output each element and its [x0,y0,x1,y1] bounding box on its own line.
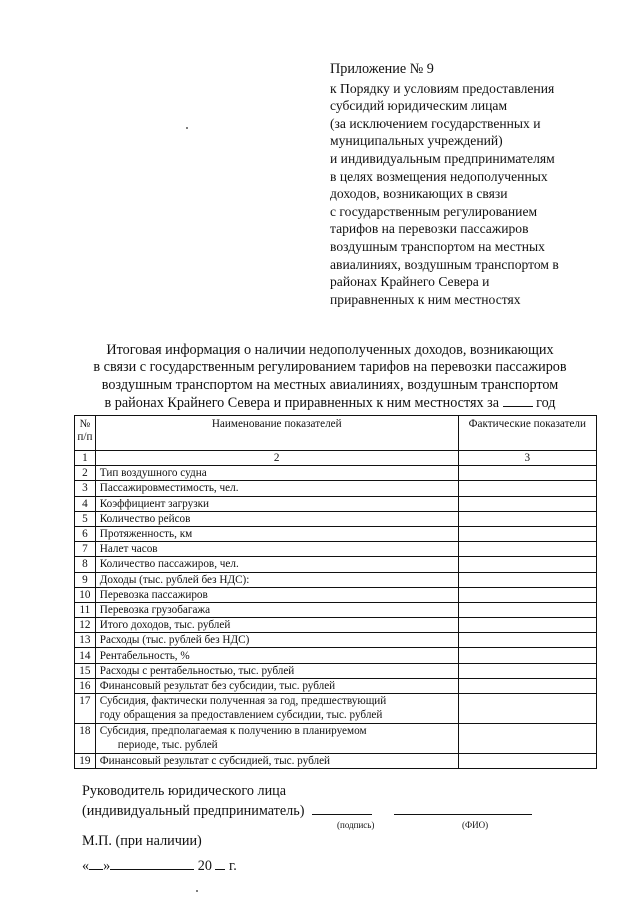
row-name: Протяженность, км [95,526,458,541]
appendix-line: авиалиниях, воздушным транспортом в [330,256,559,272]
title-line: воздушным транспортом на местных авиалиниях, воздушным транспортом [101,376,559,393]
signature-caption: (подпись) [337,820,375,830]
table-row [75,618,597,633]
row-num: 2 [75,466,96,481]
date-year-prefix: 20 [197,858,212,874]
title-last-suffix: год [536,395,556,412]
row-num: 16 [75,678,96,693]
appendix-line: районах Крайнего Севера и [330,274,490,290]
table-row [75,587,597,602]
row-num: 13 [75,633,96,648]
year-blank-field[interactable] [503,394,533,407]
col-number: 3 [458,451,596,466]
appendix-line: к Порядку и условиям предоставления [330,80,555,96]
appendix-line: и индивидуальным предпринимателям [330,150,555,166]
row-name: Финансовый результат без субсидии, тыс. рублей [95,678,458,693]
date-open-quote: « [82,858,90,874]
row-value-cell[interactable] [458,572,596,587]
row-name: Пассажировместимость, чел. [95,481,458,496]
table-row [75,557,597,572]
appendix-block [330,61,620,308]
appendix-line: приравненных к ним местностях [330,291,521,307]
row-name [95,694,458,724]
table-row [75,754,597,769]
row-name [95,724,458,754]
row-name: Доходы (тыс. рублей без НДС): [95,572,458,587]
row-num: 19 [75,754,96,769]
row-value-cell[interactable] [458,633,596,648]
month-field[interactable] [110,856,194,870]
appendix-line: воздушным транспортом на местных [330,238,545,254]
table-row [75,481,597,496]
title-last-prefix: в районах Крайнего Севера и приравненных к ним местностях за [104,395,500,412]
appendix-line: с государственным регулированием [330,203,538,219]
row-name: Итого доходов, тыс. рублей [95,618,458,633]
table-row [75,572,597,587]
row-value-cell[interactable] [458,648,596,663]
row-value-cell[interactable] [458,663,596,678]
row-value-cell[interactable] [458,481,596,496]
row-name: Расходы (тыс. рублей без НДС) [95,633,458,648]
table-row [75,648,597,663]
table-row [75,694,597,724]
day-field[interactable] [89,856,103,870]
table-row [75,663,597,678]
table-row [75,466,597,481]
row-name: Расходы с рентабельностью, тыс. рублей [95,663,458,678]
appendix-line: муниципальных учреждений) [330,133,503,149]
row-name: Рентабельность, % [95,648,458,663]
scan-speck [196,890,198,892]
fio-field[interactable] [394,801,532,815]
table-row [75,496,597,511]
row-name-line: Субсидия, предполагаемая к получению в планируемом [99,725,367,737]
header-value: Фактические показатели [458,416,596,451]
row-num: 6 [75,526,96,541]
row-value-cell[interactable] [458,496,596,511]
appendix-line: тарифов на перевозки пассажиров [330,221,529,237]
row-num: 9 [75,572,96,587]
table-row [75,526,597,541]
row-name: Перевозка грузобагажа [95,602,458,617]
row-value-cell[interactable] [458,618,596,633]
col-number: 2 [95,451,458,466]
row-name: Количество рейсов [95,511,458,526]
signature-field[interactable] [312,801,372,815]
signature-line-2 [82,801,532,820]
row-num: 12 [75,618,96,633]
row-name-line: периоде, тыс. рублей [117,739,218,751]
row-value-cell[interactable] [458,526,596,541]
signature-role: (индивидуальный предприниматель) [82,803,305,819]
row-value-cell[interactable] [458,754,596,769]
date-suffix: г. [229,858,237,874]
row-value-cell[interactable] [458,511,596,526]
appendix-line: в целях возмещения недополученных [330,168,548,184]
row-name: Финансовый результат с субсидией, тыс. рублей [95,754,458,769]
date-line [82,856,237,875]
row-value-cell[interactable] [458,557,596,572]
row-value-cell[interactable] [458,587,596,602]
row-value-cell[interactable] [458,542,596,557]
table-row [75,633,597,648]
row-value-cell[interactable] [458,678,596,693]
signature-line-1: Руководитель юридического лица [82,783,287,799]
title-line: в связи с государственным регулированием тарифов на перевозки пассажиров [93,359,567,376]
row-num: 15 [75,663,96,678]
col-number: 1 [75,451,96,466]
row-name: Налет часов [95,542,458,557]
table-row [75,724,597,754]
table-row [75,542,597,557]
year-field[interactable] [215,856,225,870]
table-row [75,678,597,693]
row-value-cell[interactable] [458,466,596,481]
scan-speck [186,127,188,129]
row-num: 4 [75,496,96,511]
row-num: 10 [75,587,96,602]
row-value-cell[interactable] [458,694,596,724]
row-num: 14 [75,648,96,663]
row-num: 3 [75,481,96,496]
appendix-line: субсидий юридическим лицам [330,98,508,114]
date-close-quote: » [103,858,111,874]
row-num: 5 [75,511,96,526]
fio-caption: (ФИО) [462,820,489,830]
row-name: Тип воздушного судна [95,466,458,481]
document-title [70,342,590,413]
stamp-label: М.П. (при наличии) [82,833,202,849]
row-value-cell[interactable] [458,724,596,754]
table-row [75,511,597,526]
row-num: 18 [75,724,96,754]
row-name: Количество пассажиров, чел. [95,557,458,572]
row-name-line: году обращения за предоставлением субсидии, тыс. рублей [99,709,383,721]
header-num: № п/п [75,416,96,451]
row-num: 8 [75,557,96,572]
title-line: Итоговая информация о наличии недополученных доходов, возникающих [106,342,554,358]
table-header-row [75,416,597,451]
appendix-line: (за исключением государственных и [330,115,541,131]
appendix-line: доходов, возникающих в связи [330,186,508,202]
column-number-row [75,451,597,466]
row-num: 17 [75,694,96,724]
row-num: 7 [75,542,96,557]
table-row [75,602,597,617]
row-name: Коэффициент загрузки [95,496,458,511]
row-name-line: Субсидия, фактически полученная за год, предшествующий [99,695,387,707]
title-line-last [70,394,590,412]
appendix-heading: Приложение № 9 [330,61,434,77]
header-name: Наименование показателей [95,416,458,451]
row-num: 11 [75,602,96,617]
row-name: Перевозка пассажиров [95,587,458,602]
row-value-cell[interactable] [458,602,596,617]
indicators-table [74,415,597,769]
